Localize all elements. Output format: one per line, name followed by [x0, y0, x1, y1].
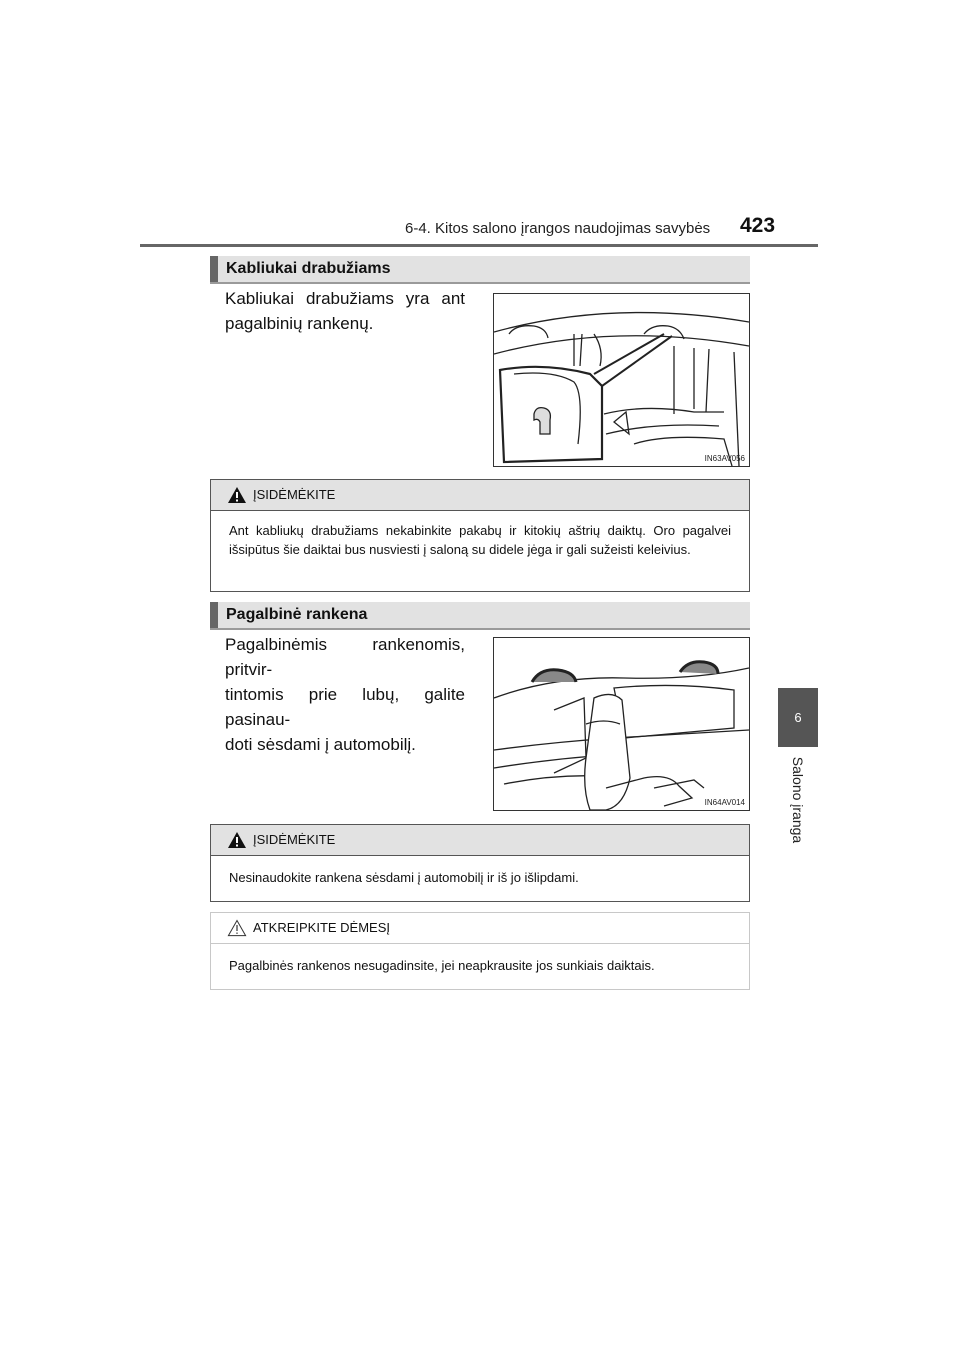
warning-box-hooks: [210, 479, 750, 592]
text-line: tintomis prie lubų, galite pasinau-: [225, 685, 465, 729]
caution-header: [211, 913, 749, 944]
section-heading-title: Kabliukai drabužiams: [226, 260, 391, 277]
coat-hook-illustration: [494, 294, 749, 466]
section-heading-coat-hooks: [210, 256, 750, 284]
caution-box-handle: [210, 912, 750, 990]
text-line: Kabliukai drabužiams yra ant: [225, 289, 465, 308]
warning-triangle-icon: [227, 831, 247, 849]
figure-grab-handle: [493, 637, 750, 811]
text-line: pagalbinių rankenų.: [225, 314, 374, 333]
running-header-title: 6-4. Kitos salono įrangos naudojimas savybės: [405, 220, 711, 237]
text-line: doti sėsdami į automobilį.: [225, 735, 416, 754]
warning-triangle-icon: [227, 486, 247, 504]
caution-text: Pagalbinės rankenos nesugadinsite, jei neapkrausite jos sunkiais daiktais.: [229, 958, 655, 973]
header-rule: [140, 244, 818, 247]
warning-title: ĮSIDĖMĖKITE: [253, 487, 336, 502]
figure-coat-hooks: [493, 293, 750, 467]
chapter-tab-number: 6: [778, 688, 818, 747]
warning-header: [211, 480, 749, 511]
warning-text: Nesinaudokite rankena sėsdami į automobilį ir iš jo išlipdami.: [229, 870, 579, 885]
warning-text: Ant kabliukų drabužiams nekabinkite pakabų ir kitokių aštrių daiktų. Oro pagalvei išsipūtus šie daiktai bus nusviesti į saloną su didele jėga ir gali sužeisti keleivius.: [229, 523, 731, 557]
page-number: 423: [740, 214, 776, 237]
section-text-grab-handle: [225, 632, 465, 757]
warning-box-handle: [210, 824, 750, 902]
section-heading-marker: [210, 256, 218, 282]
section-heading-title: Pagalbinė rankena: [226, 606, 368, 623]
warning-title: ĮSIDĖMĖKITE: [253, 832, 336, 847]
text-line: Pagalbinėmis rankenomis, pritvir-: [225, 635, 465, 679]
figure-code: IN63AV056: [704, 454, 745, 463]
section-text-coat-hooks: [225, 286, 465, 336]
caution-title: ATKREIPKITE DĖMESĮ: [253, 920, 391, 935]
chapter-tab-label: [778, 752, 818, 882]
figure-code: IN64AV014: [704, 798, 745, 807]
section-heading-grab-handle: [210, 602, 750, 630]
section-heading-marker: [210, 602, 218, 628]
chapter-tab-label-text: Salono įranga: [790, 756, 806, 844]
grab-handle-illustration: [494, 638, 749, 810]
warning-header: [211, 825, 749, 856]
caution-triangle-icon: [227, 919, 247, 937]
